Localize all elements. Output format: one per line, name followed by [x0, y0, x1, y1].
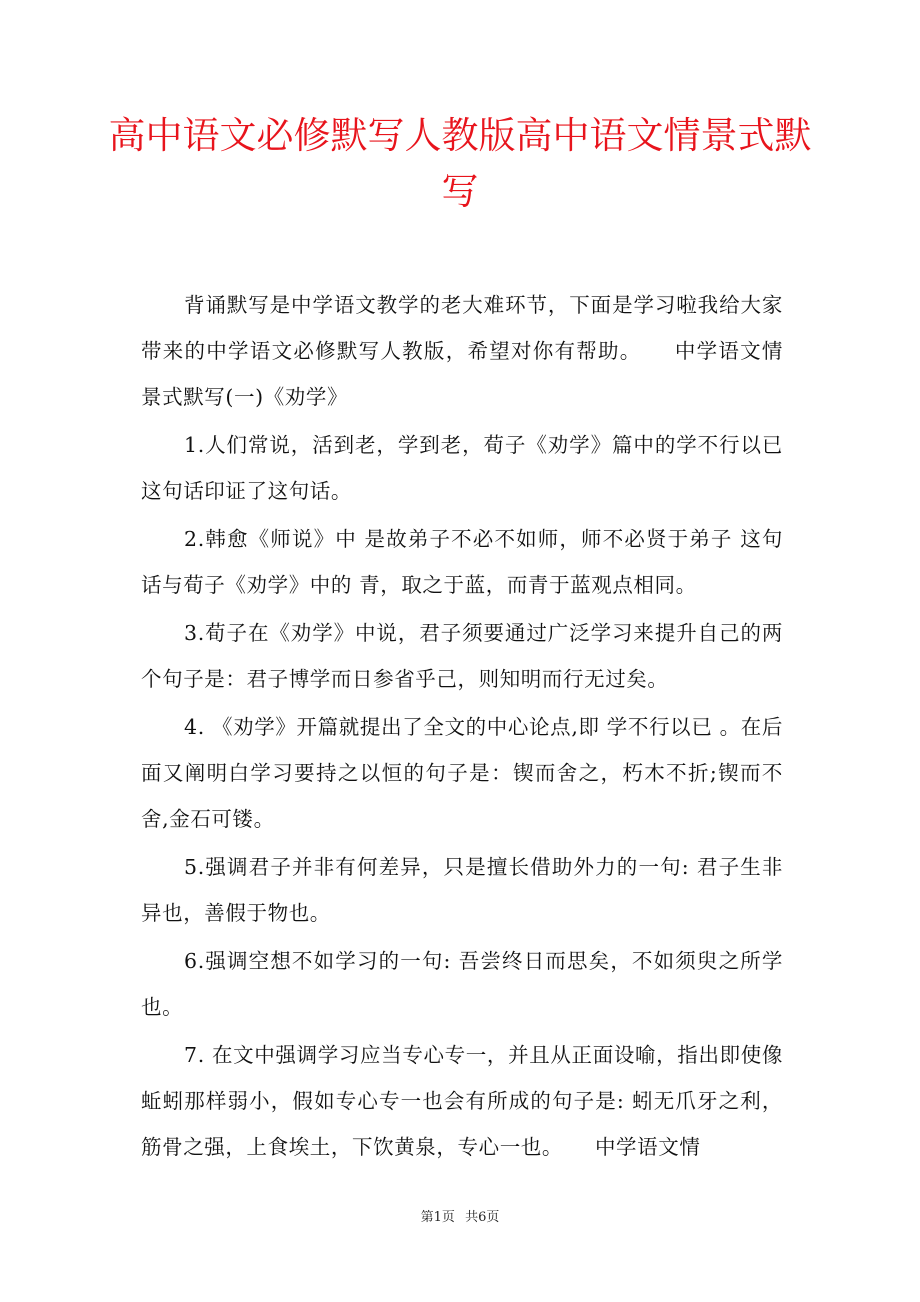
- page-total: 共6页: [465, 1210, 500, 1225]
- paragraph: 4. 《劝学》开篇就提出了全文的中心论点,即 学不行以已 。在后面又阐明白学习要持之以恒的句子是：锲而舍之，朽木不折;锲而不舍,金石可镂。: [141, 715, 783, 831]
- paragraph: 2.韩愈《师说》中 是故弟子不必不如师，师不必贤于弟子 这句话与荀子《劝学》中的 青，取之于蓝，而青于蓝观点相同。: [141, 527, 783, 597]
- page-footer: [0, 1206, 920, 1225]
- document-body: [141, 282, 783, 1172]
- paragraph: 背诵默写是中学语文教学的老大难环节，下面是学习啦我给大家带来的中学语文必修默写人教版，希望对你有帮助。 中学语文情景式默写(一)《劝学》: [141, 293, 783, 409]
- paragraph: 6.强调空想不如学习的一句: 吾尝终日而思矣，不如须臾之所学也。: [141, 949, 783, 1019]
- paragraph: 1.人们常说，活到老，学到老，荀子《劝学》篇中的学不行以已 这句话印证了这句话。: [141, 433, 783, 503]
- paragraph: 3.荀子在《劝学》中说，君子须要通过广泛学习来提升自己的两个句子是：君子博学而日参省乎己，则知明而行无过矣。: [141, 621, 783, 691]
- paragraph: 7. 在文中强调学习应当专心专一，并且从正面设喻，指出即使像蚯蚓那样弱小，假如专心专一也会有所成的句子是: 蚓无爪牙之利，筋骨之强，上食埃土，下饮黄泉，专心一也。 中学语文情: [141, 1043, 783, 1159]
- paragraph: 5.强调君子并非有何差异，只是擅长借助外力的一句: 君子生非异也，善假于物也。: [141, 855, 783, 925]
- document-title: 高中语文必修默写人教版高中语文情景式默写: [108, 114, 812, 213]
- page-number: 第1页: [420, 1210, 455, 1225]
